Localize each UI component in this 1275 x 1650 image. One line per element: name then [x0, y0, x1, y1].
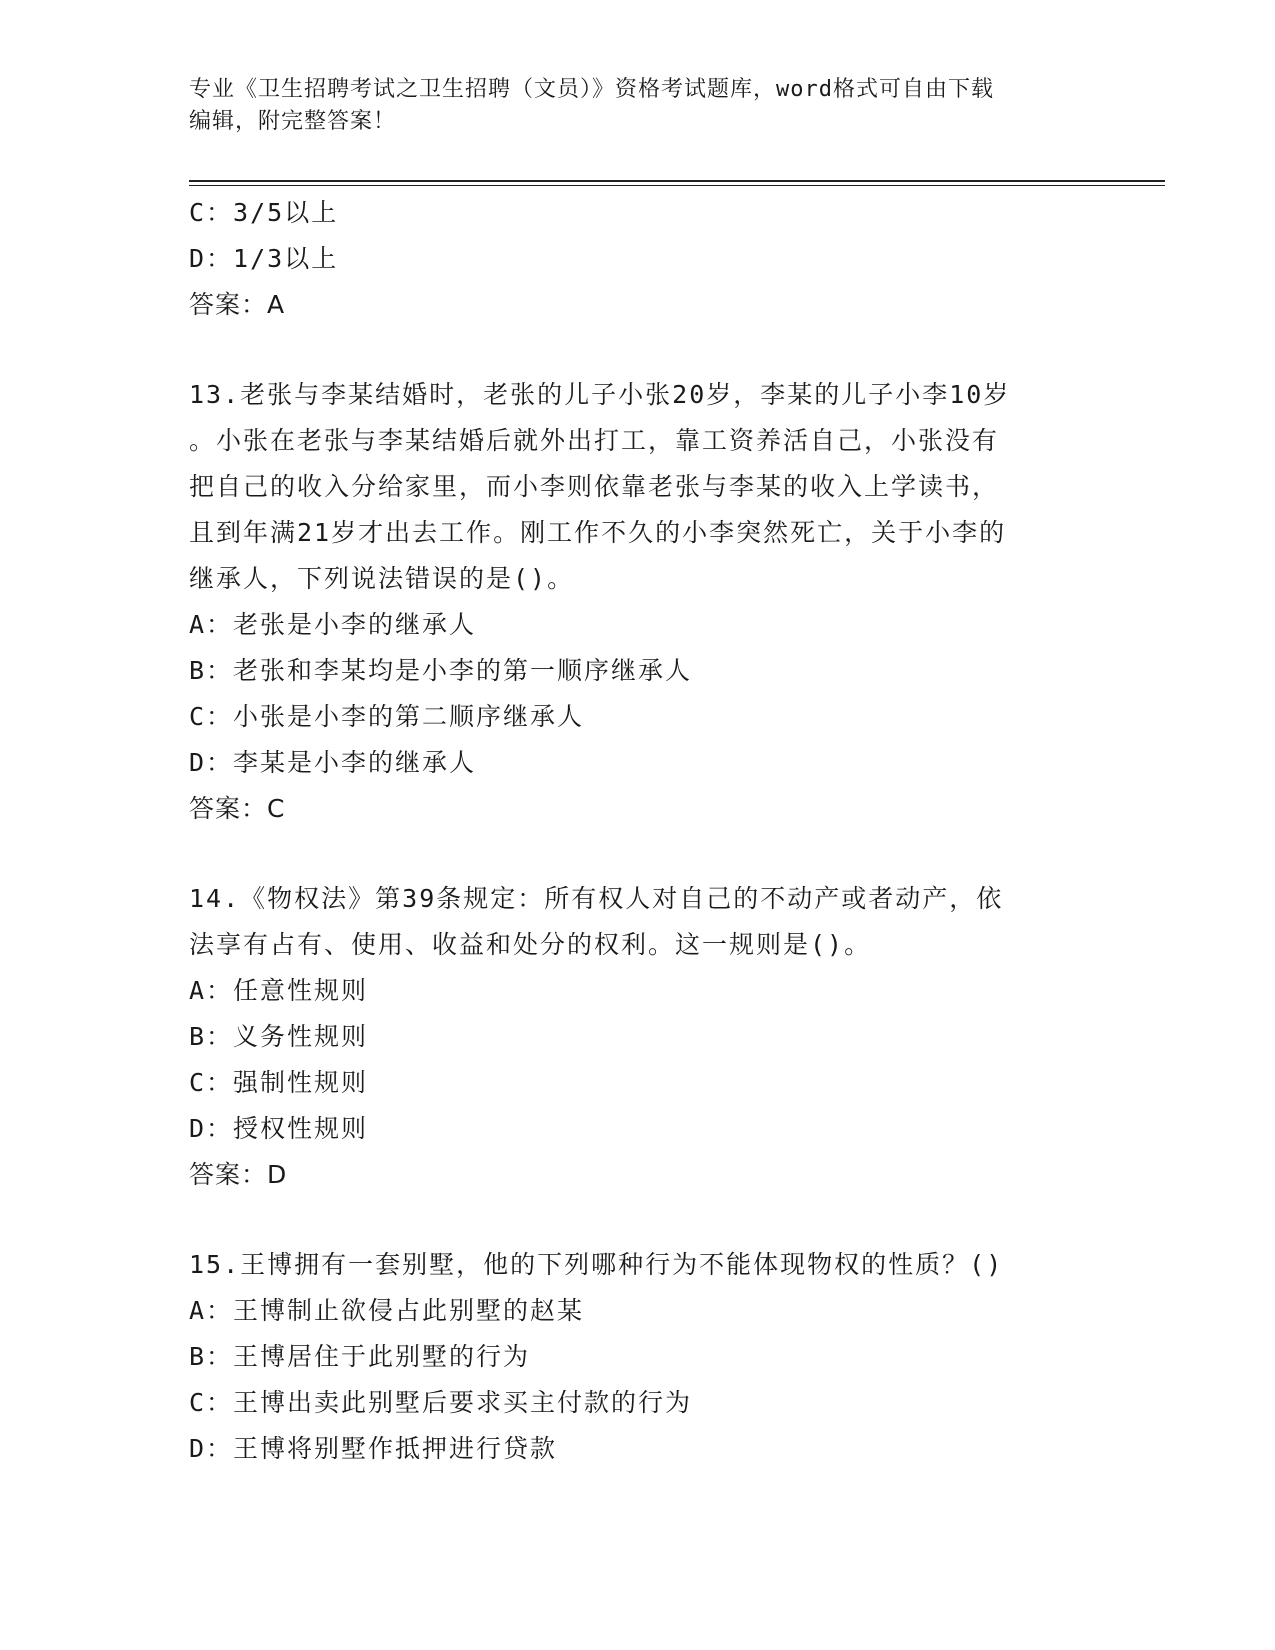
option-d: D：王博将别墅作抵押进行贷款: [189, 1434, 558, 1463]
prev-question: [189, 190, 1089, 328]
question-stem-line: 且到年满21岁才出去工作。刚工作不久的小李突然死亡，关于小李的: [189, 518, 1007, 547]
question-13: [189, 372, 1089, 832]
spacer: [189, 1198, 1089, 1242]
option-d: D：1/3以上: [189, 244, 339, 273]
option-c: C：强制性规则: [189, 1068, 369, 1097]
answer-line: 答案：C: [189, 794, 286, 823]
answer-line: 答案：A: [189, 290, 286, 319]
option-c: C：王博出卖此别墅后要求买主付款的行为: [189, 1388, 693, 1417]
question-stem-line: 把自己的收入分给家里，而小李则依靠老张与李某的收入上学读书，: [189, 472, 1000, 501]
question-stem-line: 13.老张与李某结婚时，老张的儿子小张20岁，李某的儿子小李10岁: [189, 380, 1011, 409]
document-header: [189, 74, 1089, 138]
header-line-2: 编辑，附完整答案！: [189, 109, 397, 134]
option-b: B：义务性规则: [189, 1022, 369, 1051]
question-stem-line: 继承人，下列说法错误的是()。: [189, 564, 575, 593]
header-line-1: 专业《卫生招聘考试之卫生招聘（文员）》资格考试题库，word格式可自由下载: [189, 77, 994, 102]
option-d: D：授权性规则: [189, 1114, 369, 1143]
question-stem-line: 法享有占有、使用、收益和处分的权利。这一规则是()。: [189, 930, 872, 959]
header-divider-thin: [189, 185, 1165, 186]
question-content: [189, 190, 1089, 1472]
question-14: [189, 876, 1089, 1198]
answer-line: 答案：D: [189, 1160, 288, 1189]
option-b: B：王博居住于此别墅的行为: [189, 1342, 531, 1371]
option-b: B：老张和李某均是小李的第一顺序继承人: [189, 656, 693, 685]
spacer: [189, 832, 1089, 876]
question-stem-line: 。小张在老张与李某结婚后就外出打工，靠工资养活自己，小张没有: [189, 426, 1000, 455]
spacer: [189, 328, 1089, 372]
question-15: [189, 1242, 1089, 1472]
header-divider-thick: [189, 180, 1165, 182]
option-a: A：王博制止欲侵占此别墅的赵某: [189, 1296, 585, 1325]
option-a: A：老张是小李的继承人: [189, 610, 477, 639]
option-a: A：任意性规则: [189, 976, 369, 1005]
question-stem-line: 14.《物权法》第39条规定：所有权人对自己的不动产或者动产，依: [189, 884, 1004, 913]
option-c: C：3/5以上: [189, 198, 339, 227]
option-d: D：李某是小李的继承人: [189, 748, 477, 777]
question-stem-line: 15.王博拥有一套别墅，他的下列哪种行为不能体现物权的性质？(): [189, 1250, 1004, 1279]
option-c: C：小张是小李的第二顺序继承人: [189, 702, 585, 731]
